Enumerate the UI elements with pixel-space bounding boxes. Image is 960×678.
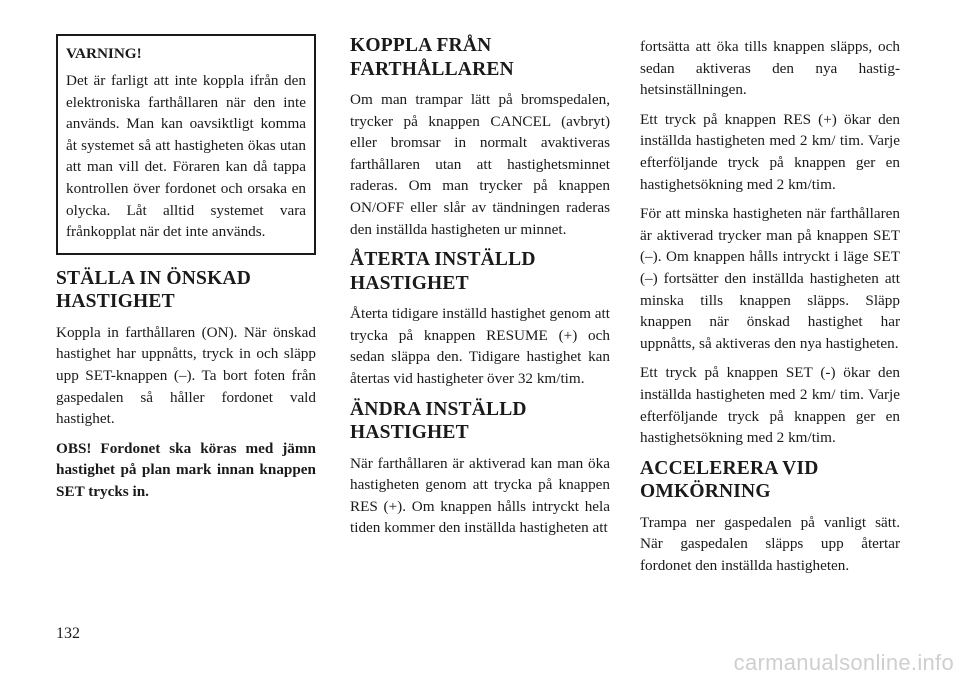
paragraph-decrease: För att minska hastigheten när farthållaren är aktiverad trycker man på knappen SET (–). Om knappen hålls intryckt i läge SET (–) fortsätter den inställda hastigheten att minska tills knappen släpps. Släpp knappen när önskad hastighet har uppnåtts, så aktiveras den nya hastigheten. [640, 205, 900, 352]
warning-title: VARNING! [66, 45, 142, 62]
warning-box [56, 34, 316, 255]
heading-set-speed: STÄLLA IN ÖNSKAD HASTIGHET [56, 267, 252, 313]
watermark: carmanualsonline.info [733, 650, 954, 675]
paragraph-set-increase: Ett tryck på knappen SET (-) ökar den inställda hastigheten med 2 km/ tim. Varje efterföljande tryck på knappen ger en hastighetsökning med 2 km/tim. [640, 364, 900, 447]
paragraph-resume: Återta tidigare inställd hastighet genom att trycka på knappen RESUME (+) och sedan släppa den. Tidigare hastighet kan återtas vid hastigheter över 32 km/tim. [350, 305, 610, 387]
middle-column [350, 34, 610, 547]
paragraph-res-increase: Ett tryck på knappen RES (+) ökar den inställda hastigheten med 2 km/ tim. Varje efterföljande tryck på knappen ger en hastighetsökning med 2 km/tim. [640, 110, 900, 193]
paragraph-accelerate: Trampa ner gaspedalen på vanligt sätt. När gaspedalen släpps upp återtar fordonet den inställda hastigheten. [640, 513, 900, 574]
heading-resume: ÅTERTA INSTÄLLD HASTIGHET [350, 249, 536, 294]
paragraph-disengage: Om man trampar lätt på bromspedalen, trycker på knappen CANCEL (avbryt) eller bromsar in normalt avaktiveras farthållaren utan att hastighetsminnet raderas. Om man trycker på knappen ON/OFF eller slår av tändningen raderas den inställda hastigheten ur minnet. [350, 91, 610, 238]
right-column [640, 36, 900, 584]
warning-text: Det är farligt att inte koppla ifrån den elektroniska farthållaren när den inte används. Man kan oavsiktligt komma åt systemet så att hastigheten ökas utan att man vill det. Föraren kan då tappa kontrollen över fordonet och orsaka en olycka. Låt alltid systemet vara frånkopplat när det inte används. [66, 72, 306, 241]
note-set-speed: OBS! Fordonet ska köras med jämn hastighet på plan mark innan knappen SET trycks in. [56, 439, 316, 500]
page-number: 132 [56, 625, 80, 642]
paragraph-continue: fortsätta att öka tills knappen släpps, och sedan aktiveras den nya hastighetsinställningen. [640, 38, 900, 99]
heading-accelerate: ACCELERERA VID OMKÖRNING [640, 457, 819, 503]
heading-disengage: KOPPLA FRÅN FARTHÅLLAREN [350, 35, 514, 80]
paragraph-set-speed: Koppla in farthållaren (ON). När önskad hastighet har uppnåtts, tryck in och släpp upp SET-knappen (–). Ta bort foten från gaspedalen så håller fordonet vald hastighet. [56, 323, 316, 428]
heading-change-speed: ÄNDRA INSTÄLLD HASTIGHET [350, 398, 527, 444]
left-column [56, 34, 316, 511]
paragraph-change-speed: När farthållaren är aktiverad kan man öka hastigheten genom att trycka på knappen RES (+). Om knappen hålls intryckt hela tiden kommer den inställda hastigheten att [350, 454, 610, 537]
